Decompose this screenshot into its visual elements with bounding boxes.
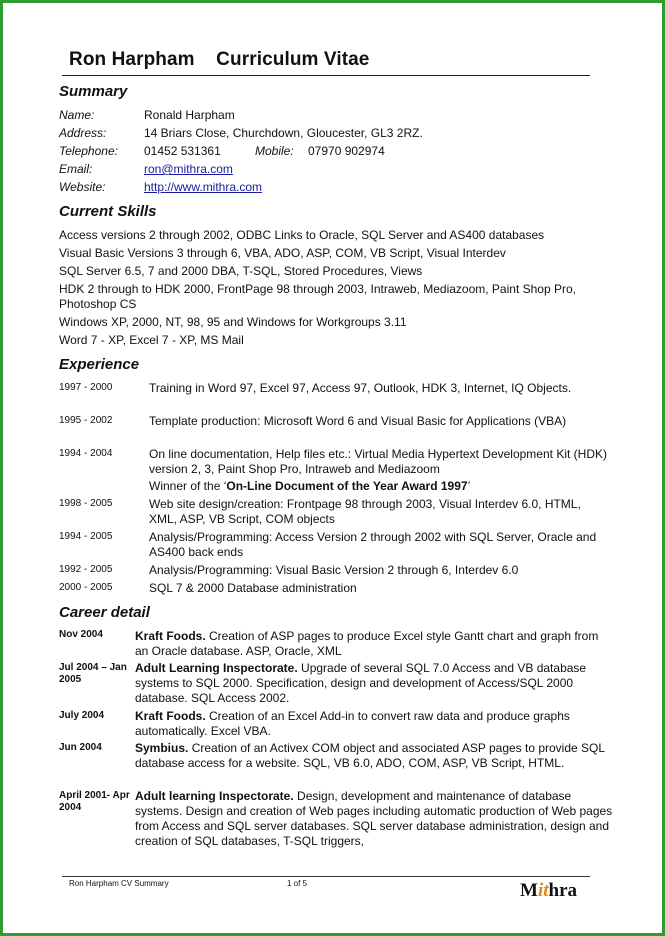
career-date: Jun 2004 (59, 742, 102, 753)
experience-text: SQL 7 & 2000 Database administration (149, 581, 357, 595)
email-label: Email: (59, 162, 93, 176)
footer-document-name: Ron Harpham CV Summary (69, 879, 169, 888)
skill-item: Access versions 2 through 2002, ODBC Links to Oracle, SQL Server and AS400 databases (59, 228, 545, 242)
skill-item: SQL Server 6.5, 7 and 2000 DBA, T-SQL, Stored Procedures, Views (59, 264, 423, 278)
mithra-logo: Mithra (520, 880, 577, 901)
career-company: Adult learning Inspectorate. (135, 789, 294, 803)
experience-dates: 2000 - 2005 (59, 582, 113, 593)
experience-dates: 1998 - 2005 (59, 498, 113, 509)
career-company: Adult Learning Inspectorate. (135, 661, 298, 675)
skill-item: HDK 2 through to HDK 2000, FrontPage 98 through 2003, Intraweb, Mediazoom, Paint Shop Pro, Photoshop CS (59, 282, 576, 311)
career-description: Upgrade of several SQL 7.0 Access and VB database systems to SQL 2000. Specification, design and development of Access/SQL 2000 database. SQL Access 2002. (135, 661, 587, 705)
experience-text: Training in Word 97, Excel 97, Access 97, Outlook, HDK 3, Internet, IQ Objects. (149, 381, 572, 395)
email-link[interactable]: ron@mithra.com (144, 162, 233, 176)
experience-dates: 1995 - 2002 (59, 415, 113, 426)
experience-text: Analysis/Programming: Visual Basic Version 2 through 6, Interdev 6.0 (149, 563, 519, 577)
career-description: Creation of an Excel Add-in to convert raw data and produce graphs automatically. Excel VBA. (135, 709, 570, 738)
experience-text: On line documentation, Help files etc.: Virtual Media Hypertext Development Kit (HDK) version 2, 3, Paint Shop Pro, Intraweb and Mediazoom (149, 447, 607, 476)
career-date: Nov 2004 (59, 629, 103, 640)
skill-item: Word 7 - XP, Excel 7 - XP, MS Mail (59, 333, 244, 347)
career-company: Kraft Foods. (135, 629, 206, 643)
mobile-value: 07970 902974 (308, 144, 385, 158)
footer-page-number: 1 of 5 (287, 879, 308, 888)
career-description: Creation of ASP pages to produce Excel style Gantt chart and graph from an Oracle database. ASP, Oracle, XML (135, 629, 599, 658)
career-date: July 2004 (59, 710, 105, 721)
career-date: April 2001- Apr 2004 (59, 790, 130, 813)
career-description: Creation of an Activex COM object and associated ASP pages to provide SQL database access for a website. SQL, VB 6.0, ADO, COM, ASP, VB Script, HTML. (135, 741, 605, 770)
title-divider (62, 75, 590, 76)
summary-heading: Summary (59, 83, 128, 100)
document-title: Ron Harpham Curriculum Vitae (69, 49, 370, 70)
career-entry (135, 789, 613, 849)
career-date: Jul 2004 – Jan 2005 (59, 662, 127, 685)
career-description: Design, development and maintenance of database systems. Design and creation of Web pages including automatic production of Web pages from Access and SQL server databases. SQL server database administration, design and creation of SQL databases, T-SQL triggers, (135, 789, 613, 848)
name-label: Name: (59, 108, 95, 122)
skill-item: Windows XP, 2000, NT, 98, 95 and Windows for Workgroups 3.11 (59, 315, 407, 329)
award-suffix: ’ (467, 479, 471, 493)
career-entry (135, 629, 613, 659)
career-company: Kraft Foods. (135, 709, 206, 723)
address-label: Address: (59, 126, 107, 140)
address-value: 14 Briars Close, Churchdown, Gloucester, GL3 2RZ. (144, 126, 423, 140)
website-label: Website: (59, 180, 106, 194)
telephone-label: Telephone: (59, 144, 118, 158)
experience-dates: 1997 - 2000 (59, 382, 113, 393)
footer-divider (62, 876, 590, 877)
experience-text: Analysis/Programming: Access Version 2 through 2002 with SQL Server, Oracle and AS400 back ends (149, 530, 597, 559)
mobile-label: Mobile: (255, 144, 294, 158)
award-title: On-Line Document of the Year Award 1997 (226, 479, 468, 493)
skills-heading: Current Skills (59, 203, 157, 220)
name-value: Ronald Harpham (144, 108, 235, 122)
experience-text: Web site design/creation: Frontpage 98 through 2003, Visual Interdev 6.0, HTML, XML, ASP, VB Script, COM objects (149, 497, 581, 526)
experience-heading: Experience (59, 356, 140, 373)
award-line (149, 479, 611, 494)
career-entry (135, 709, 613, 739)
telephone-value: 01452 531361 (144, 144, 221, 158)
experience-dates: 1994 - 2004 (59, 448, 113, 459)
career-company: Symbius. (135, 741, 189, 755)
experience-dates: 1994 - 2005 (59, 531, 113, 542)
career-entry (135, 661, 613, 706)
award-prefix: Winner of the ‘ (149, 479, 227, 493)
website-link[interactable]: http://www.mithra.com (144, 180, 263, 194)
skill-item: Visual Basic Versions 3 through 6, VBA, ADO, ASP, COM, VB Script, Visual Interdev (59, 246, 506, 260)
experience-dates: 1992 - 2005 (59, 564, 113, 575)
career-entry (135, 741, 613, 771)
career-heading: Career detail (59, 604, 150, 621)
experience-text: Template production: Microsoft Word 6 and Visual Basic for Applications (VBA) (149, 414, 567, 428)
